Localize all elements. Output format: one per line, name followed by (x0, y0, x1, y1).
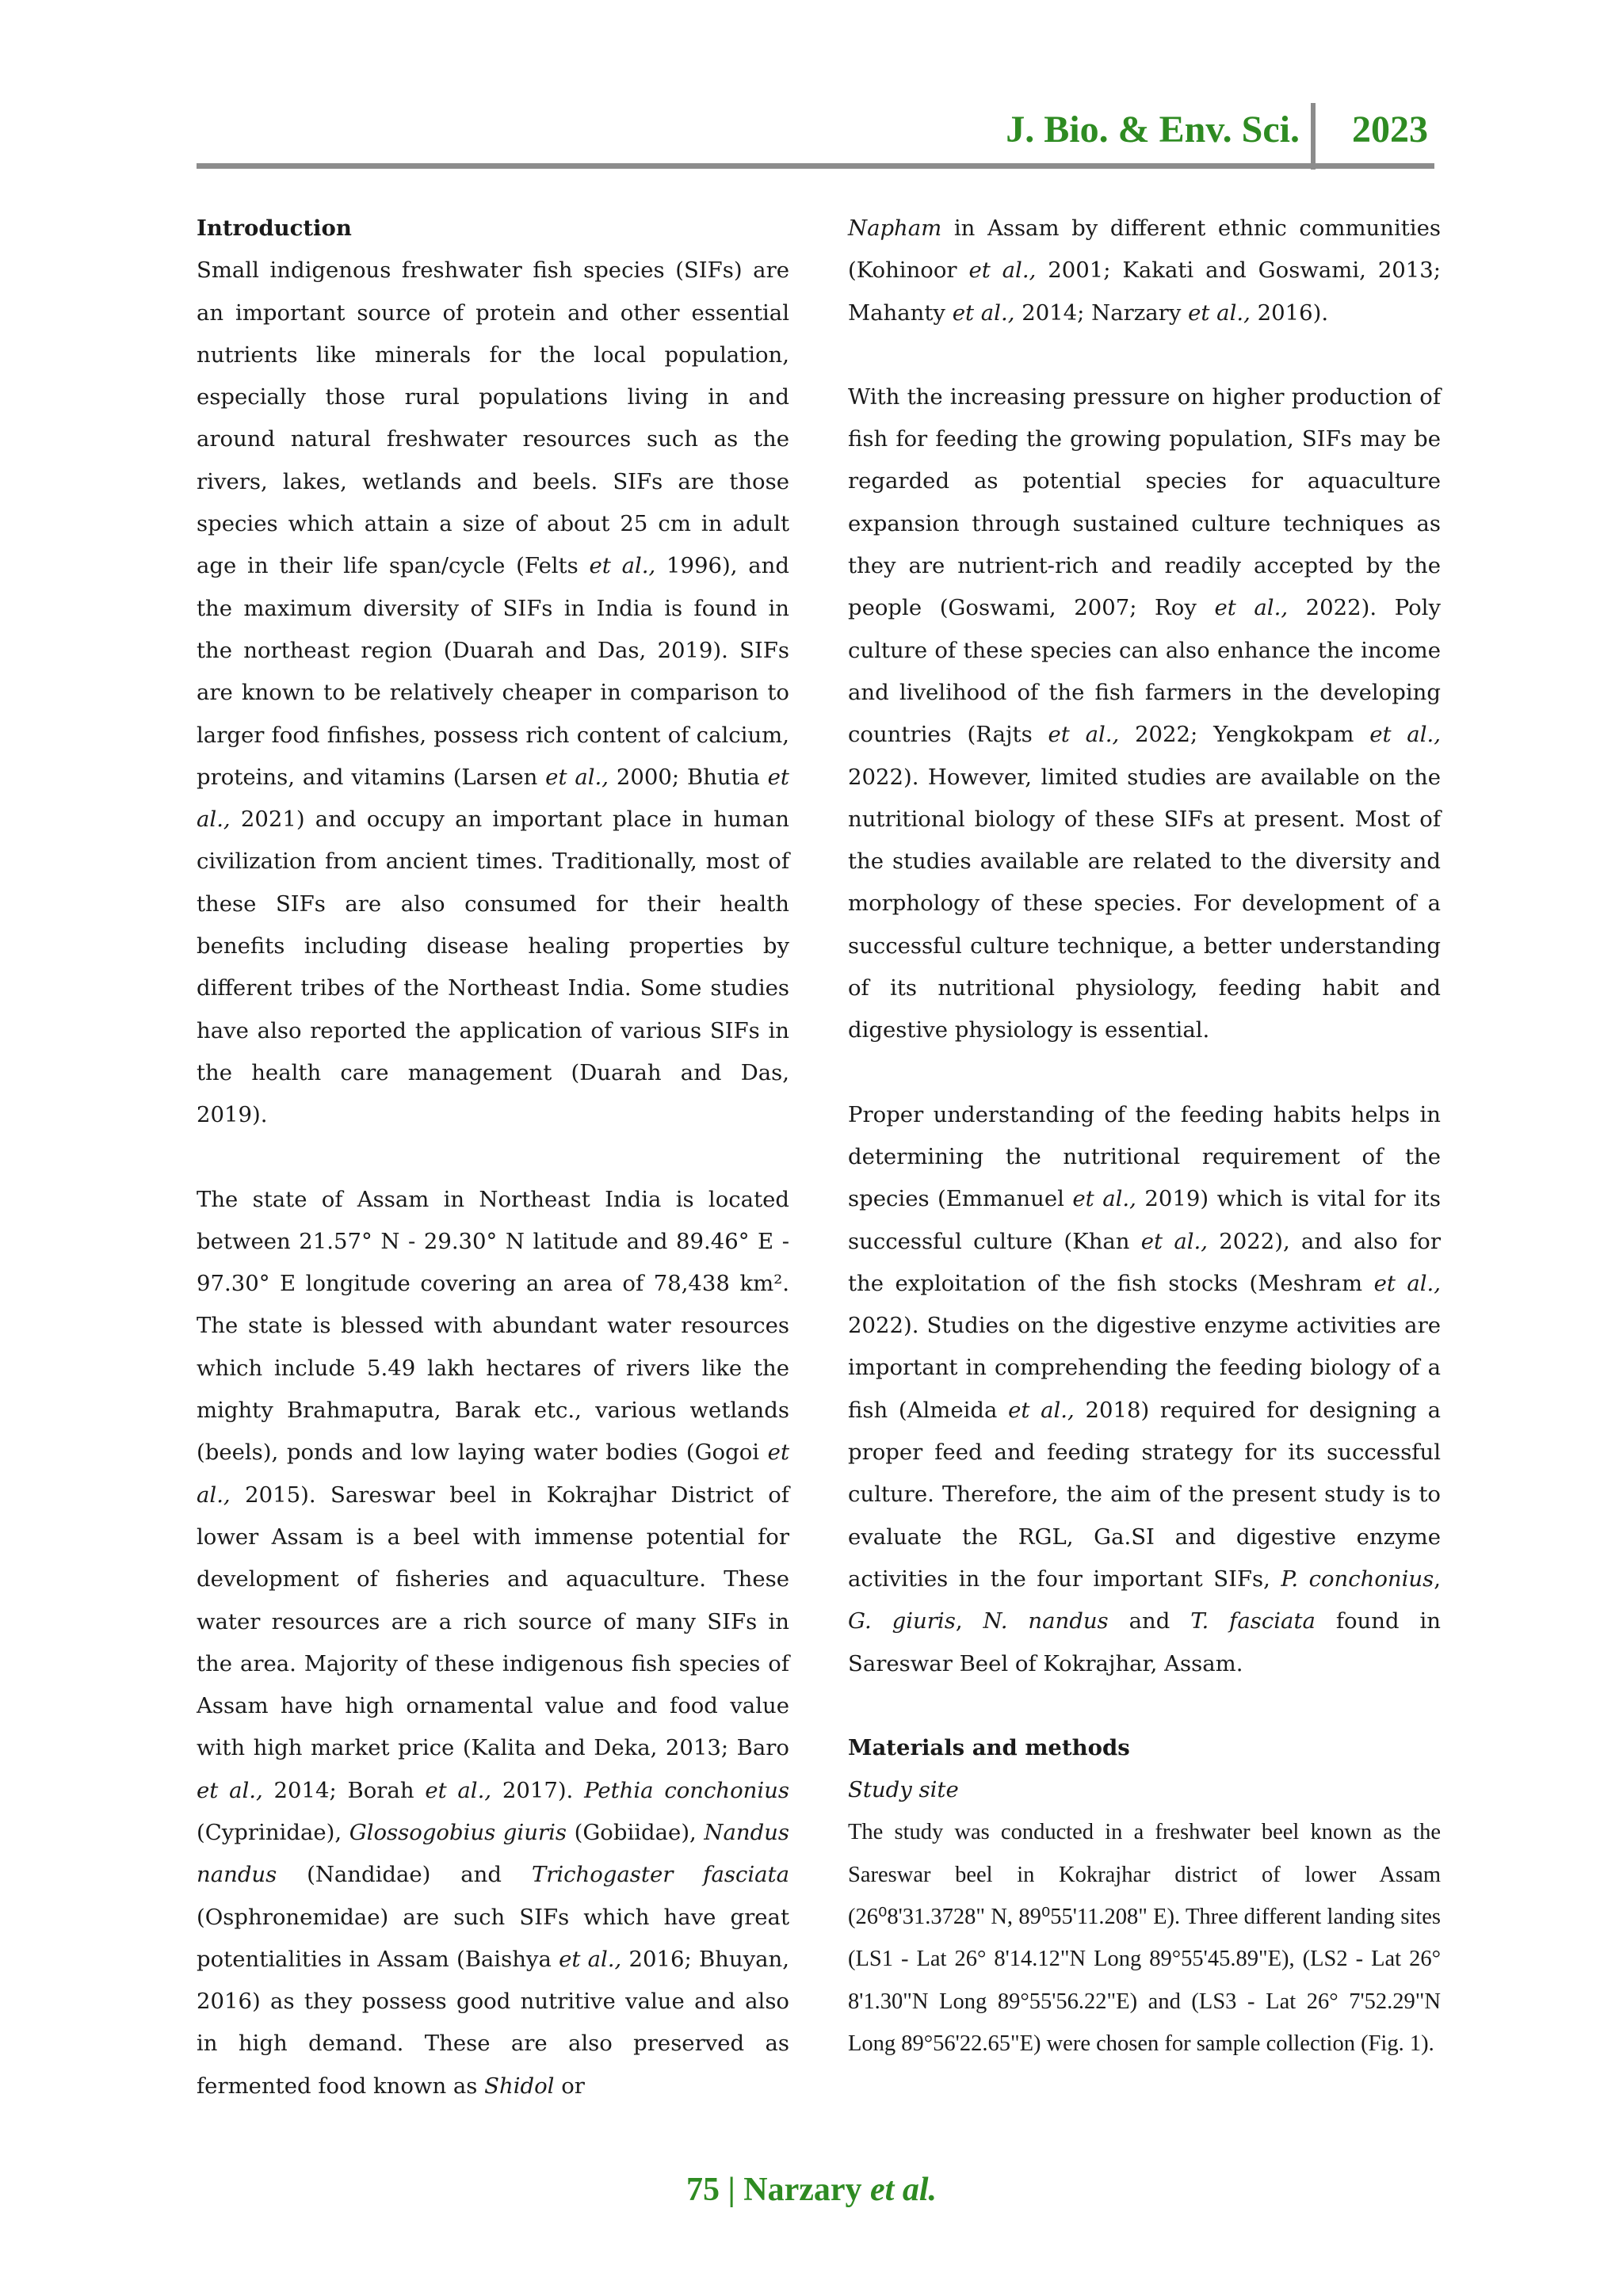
methods-heading: Materials and methods (848, 1734, 1130, 1760)
paragraph-gap (848, 1052, 1441, 1094)
header-divider (1311, 103, 1316, 170)
intro-paragraph-1: Small indigenous freshwater fish species (SIFs) are an important source of protein and other essential nutrients like minerals for the local population, especially those rural populations living in and around natural freshwater resources such as the rivers, lakes, wetlands and beels. SIFs are those species which attain a size of about 25 cm in adult age in their life span/cycle (Felts et al., 1996), and the maximum diversity of SIFs in India is found in the northeast region (Duarah and Das, 2019). SIFs are known to be relatively cheaper in comparison to larger food finfishes, possess rich content of calcium, proteins, and vitamins (Larsen et al., 2000; Bhutia et al., 2021) and occupy an important place in human civilization from ancient times. Traditionally, most of these SIFs are also consumed for their health benefits including disease healing properties by different tribes of the Northeast India. Some studies have also reported the application of various SIFs in the health care management (Duarah and Das, 2019). (197, 257, 789, 1128)
journal-year: 2023 (1352, 109, 1428, 151)
header-rule (197, 163, 1434, 169)
intro-paragraph-5: Proper understanding of the feeding habits helps in determining the nutritional requirement of the species (Emmanuel et al., 2019) which is vital for its successful culture (Khan et al., 2022), and also for the exploitation of the fish stocks (Meshram et al., 2022). Studies on the digestive enzyme activities are important in comprehending the feeding biology of a fish (Almeida et al., 2018) required for designing a proper feed and feeding strategy for its successful culture. Therefore, the aim of the present study is to evaluate the RGL, Ga.SI and digestive enzyme activities in the four important SIFs, P. conchonius, G. giuris, N. nandus and T. fasciata found in Sareswar Beel of Kokrajhar, Assam. (848, 1101, 1442, 1676)
paragraph-gap (848, 1685, 1441, 1727)
journal-title: J. Bio. & Env. Sci. (1006, 109, 1300, 151)
page-footer (0, 2171, 1623, 2209)
intro-paragraph-4: With the increasing pressure on higher production of fish for feeding the growing population, SIFs may be regarded as potential species for aquaculture expansion through sustained culture techniques as they are nutrient-rich and readily accepted by the people (Goswami, 2007; Roy et al., 2022). Poly culture of these species can also enhance the income and livelihood of the fish farmers in the developing countries (Rajts et al., 2022; Yengkokpam et al., 2022). However, limited studies are available on the nutritional biology of these SIFs at present. Most of the studies available are related to the diversity and morphology of these species. For development of a successful culture technique, a better understanding of its nutritional physiology, feeding habit and digestive physiology is essential. (848, 383, 1442, 1043)
author-suffix: et al. (870, 2172, 937, 2208)
study-site-heading: Study site (848, 1777, 959, 1803)
paragraph-gap (197, 1137, 789, 1179)
left-column (197, 208, 789, 2107)
intro-paragraph-2: The state of Assam in Northeast India is located between 21.57° N - 29.30° N latitude and 89.46° E - 97.30° E longitude covering an area of 78,438 km². The state is blessed with abundant water resources which include 5.49 lakh hectares of rivers like the mighty Brahmaputra, Barak etc., various wetlands (beels), ponds and low laying water bodies (Gogoi et al., 2015). Sareswar beel in Kokrajhar District of lower Assam is a beel with immense potential for development of fisheries and aquaculture. These water resources are a rich source of many SIFs in the area. Majority of these indigenous fish species of Assam have high ornamental value and food value with high market price (Kalita and Deka, 2013; Baro et al., 2014; Borah et al., 2017). Pethia conchonius (Cyprinidae), Glossogobius giuris (Gobiidae), Nandus nandus (Nandidae) and Trichogaster fasciata (Osphronemidae) are such SIFs which have great potentialities in Assam (Baishya et al., 2016; Bhuyan, 2016) as they possess good nutritive value and also in high demand. These are also preserved as fermented food known as Shidol or (197, 1186, 790, 2099)
intro-paragraph-3: Napham in Assam by different ethnic communities (Kohinoor et al., 2001; Kakati and Goswami, 2013; Mahanty et al., 2014; Narzary et al., 2016). (848, 215, 1441, 326)
page-number: 75 | Narzary (686, 2172, 871, 2208)
study-site-paragraph: The study was conducted in a freshwater beel known as the Sareswar beel in Kokrajhar district of lower Assam (26⁰8'31.3728" N, 89⁰55'11.208" E). Three different landing sites (LS1 - Lat 26° 8'14.12"N Long 89°55'45.89"E), (LS2 - Lat 26° 8'1.30"N Long 89°55'56.22"E) and (LS3 - Lat 26° 7'52.29"N Long 89°56'22.65"E) were chosen for sample collection (Fig. 1). (848, 1820, 1441, 2056)
right-column (848, 208, 1441, 2065)
introduction-heading: Introduction (197, 215, 352, 241)
page-header (197, 103, 1434, 170)
paragraph-gap (848, 334, 1441, 376)
